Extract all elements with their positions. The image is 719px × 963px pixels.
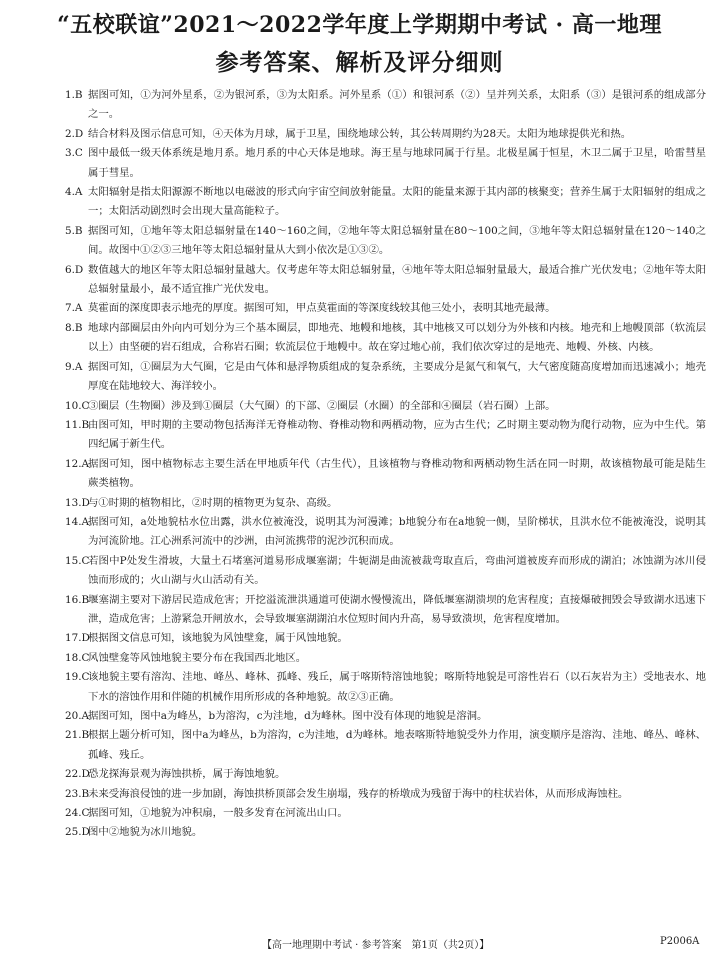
answer-item xyxy=(65,726,706,765)
answer-explanation: 图中②地貌为冰川地貌。 xyxy=(88,826,203,839)
answer-item xyxy=(65,319,706,358)
answer-number: 18.C xyxy=(65,651,90,664)
answer-number: 4.A xyxy=(65,186,83,199)
answer-explanation: 据图可知，①地年等太阳总辐射量在140～160之间，②地年等太阳总辐射量在80～100之间，③地年等太阳总辐射量在120～140之间。故图中①②③三地年等太阳总辐射量从大到小依次是①③②。 xyxy=(88,224,706,257)
answer-item xyxy=(65,416,706,455)
answer-explanation: 结合材料及图示信息可知，④天体为月球，属于卫星，围绕地球公转，其公转周期约为28天。太阳为地球提供光和热。 xyxy=(88,127,632,140)
answer-number: 17.D xyxy=(65,632,90,645)
answer-explanation: 由图可知，甲时期的主要动物包括海洋无脊椎动物、脊椎动物和两栖动物，应为古生代；乙时期主要动物为爬行动物，应为中生代。第四纪属于新生代。 xyxy=(88,418,706,451)
answer-item xyxy=(65,455,706,494)
answer-item xyxy=(65,591,706,630)
answer-number: 3.C xyxy=(65,147,83,160)
answer-item xyxy=(65,552,706,591)
answer-explanation: 地球内部圈层由外向内可划分为三个基本圈层，即地壳、地幔和地核，其中地核又可以划分为外核和内核。地壳和上地幔顶部（软流层以上）由坚硬的岩石组成，合称岩石圈；软流层位于地幔中。故在穿过地心前，我们依次穿过的是地壳、地幔、外核、内核。 xyxy=(88,321,706,354)
answer-explanation: 图中最低一级天体系统是地月系。地月系的中心天体是地球。海王星与地球同属于行星。北极星属于恒星，木卫二属于卫星，哈雷彗星属于彗星。 xyxy=(88,147,706,179)
answer-explanation: 据图可知，图中a为峰丛，b为溶沟，c为洼地，d为峰林。图中没有体现的地貌是溶洞。 xyxy=(88,710,488,722)
answer-explanation: 堰塞湖主要对下游居民造成危害；开挖溢流泄洪通道可使湖水慢慢流出，降低堰塞湖溃坝的危害程度；直接爆破拥毁会导致湖水迅速下泄，造成危害；上游紧急开闸放水，会导致堰塞湖湖泊水位短时间内升高，易导致溃坝，危害程度增加。 xyxy=(88,593,706,625)
answer-number: 2.D xyxy=(65,127,84,140)
answer-explanation: 与①时期的植物相比，②时期的植物更为复杂、高级。 xyxy=(88,496,338,509)
answer-explanation: 风蚀壁龛等风蚀地貌主要分布在我国西北地区。 xyxy=(88,651,307,664)
answer-explanation: 若图中P处发生滑坡，大量土石堵塞河道易形成堰塞湖；牛轭湖是曲流被裁弯取直后，弯曲河道被废弃而形成的湖泊；冰蚀湖为冰川侵蚀而形成的；火山湖与火山活动有关。 xyxy=(88,554,706,587)
answer-item xyxy=(65,397,706,416)
answer-list xyxy=(65,86,706,843)
answer-explanation: 数值越大的地区年等太阳总辐射量越大。仅考虑年等太阳总辐射量，④地年等太阳总辐射量最大，最适合推广光伏发电；②地年等太阳总辐射量最小，最不适宜推广光伏发电。 xyxy=(88,263,706,296)
answer-number: 5.B xyxy=(65,224,83,237)
answer-item xyxy=(65,183,706,222)
answer-explanation: 据图可知，①为河外星系，②为银河系，③为太阳系。河外星系（①）和银河系（②）呈并列关系，太阳系（③）是银河系的组成部分之一。 xyxy=(88,89,706,121)
answer-explanation: 恐龙探海景观为海蚀拱桥，属于海蚀地貌。 xyxy=(88,768,286,781)
answer-number: 7.A xyxy=(65,302,83,315)
answer-number: 22.D xyxy=(65,768,90,781)
answer-item xyxy=(65,649,706,668)
answer-item xyxy=(65,707,706,726)
answer-explanation: 根据上题分析可知，图中a为峰丛，b为溶沟，c为洼地，d为峰林。地表喀斯特地貌受外力作用，演变顺序是溶沟、洼地、峰丛、峰林、孤峰、残丘。 xyxy=(88,729,706,761)
answer-number: 24.C xyxy=(65,807,90,820)
answer-number: 20.A xyxy=(65,710,90,722)
answer-explanation: 据图可知，①地貌为冲积扇，一般多发育在河流出山口。 xyxy=(88,807,348,820)
answer-number: 16.B xyxy=(65,593,90,606)
answer-explanation: 莫霍面的深度即表示地壳的厚度。据图可知，甲点莫霍面的等深度线较其他三处小，表明其地壳最薄。 xyxy=(88,302,556,315)
answer-item xyxy=(65,823,706,842)
answer-item xyxy=(65,144,706,183)
answer-number: 8.B xyxy=(65,321,83,334)
answer-number: 25.D xyxy=(65,826,90,839)
answer-item xyxy=(65,125,706,144)
answer-item xyxy=(65,668,706,707)
answer-number: 13.D xyxy=(65,496,90,509)
footer-page-info: 【高一地理期中考试 · 参考答案 第1页（共2页）】 xyxy=(262,940,490,951)
answer-explanation: 据图可知，①圈层为大气圈，它是由气体和悬浮物质组成的复杂系统，主要成分是氮气和氧气，大气密度随高度增加而迅速减小；地壳厚度在陆地较大、海洋较小。 xyxy=(88,360,706,393)
answer-number: 1.B xyxy=(65,89,83,101)
answer-explanation: ③圈层（生物圈）涉及到①圈层（大气圈）的下部、②圈层（水圈）的全部和④圈层（岩石圈）上部。 xyxy=(88,399,556,412)
answer-item xyxy=(65,261,706,300)
answer-explanation: 该地貌主要有溶沟、洼地、峰丛、峰林、孤峰、残丘，属于喀斯特溶蚀地貌；喀斯特地貌是可溶性岩石（以石灰岩为主）受地表水、地下水的溶蚀作用和伴随的机械作用所形成的各种地貌。故②③正确。 xyxy=(88,671,706,703)
answer-number: 10.C xyxy=(65,399,90,412)
answer-explanation: 根据图文信息可知，该地貌为风蚀壁龛，属于风蚀地貌。 xyxy=(88,632,348,645)
document-title: “五校联谊”2021～2022学年度上学期期中考试 · 高一地理 xyxy=(57,12,662,38)
answer-number: 6.D xyxy=(65,263,84,276)
answer-number: 14.A xyxy=(65,515,90,528)
answer-item xyxy=(65,513,706,552)
answer-explanation: 未来受海浪侵蚀的进一步加剧，海蚀拱桥顶部会发生崩塌，残存的桥墩成为残留于海中的柱状岩体，从而形成海蚀柱。 xyxy=(88,787,629,800)
answer-item xyxy=(65,299,706,318)
answer-explanation: 据图可知，a处地貌枯水位出露，洪水位被淹没，说明其为河漫滩；b地貌分布在a地貌一侧，呈阶梯状，且洪水位不能被淹没，说明其为河流阶地。江心洲系河流中的沙洲，由河流携带的泥沙沉积而成。 xyxy=(88,515,706,548)
answer-item xyxy=(65,785,706,804)
answer-number: 11.B xyxy=(65,418,90,431)
document-subtitle: 参考答案、解析及评分细则 xyxy=(215,49,504,76)
answer-explanation: 据图可知，图中植物标志主要生活在甲地质年代（古生代），且该植物与脊椎动物和两栖动物生活在同一时期，故该植物最可能是陆生蕨类植物。 xyxy=(88,457,706,490)
answer-explanation: 太阳辐射是指太阳源源不断地以电磁波的形式向宇宙空间放射能量。太阳的能量来源于其内部的核聚变；营养生属于太阳辐射的组成之一；太阳活动剧烈时会出现大量高能粒子。 xyxy=(88,186,706,218)
answer-number: 15.C xyxy=(65,554,90,567)
footer-document-code: P2006A xyxy=(660,936,700,947)
answer-item xyxy=(65,804,706,823)
answer-number: 23.B xyxy=(65,787,90,800)
answer-item xyxy=(65,86,706,125)
answer-item xyxy=(65,494,706,513)
answer-item xyxy=(65,629,706,648)
answer-number: 12.A xyxy=(65,457,90,470)
answer-item xyxy=(65,222,706,261)
answer-item xyxy=(65,358,706,397)
answer-number: 9.A xyxy=(65,360,83,373)
answer-number: 19.C xyxy=(65,671,90,684)
answer-item xyxy=(65,765,706,784)
answer-number: 21.B xyxy=(65,729,90,742)
